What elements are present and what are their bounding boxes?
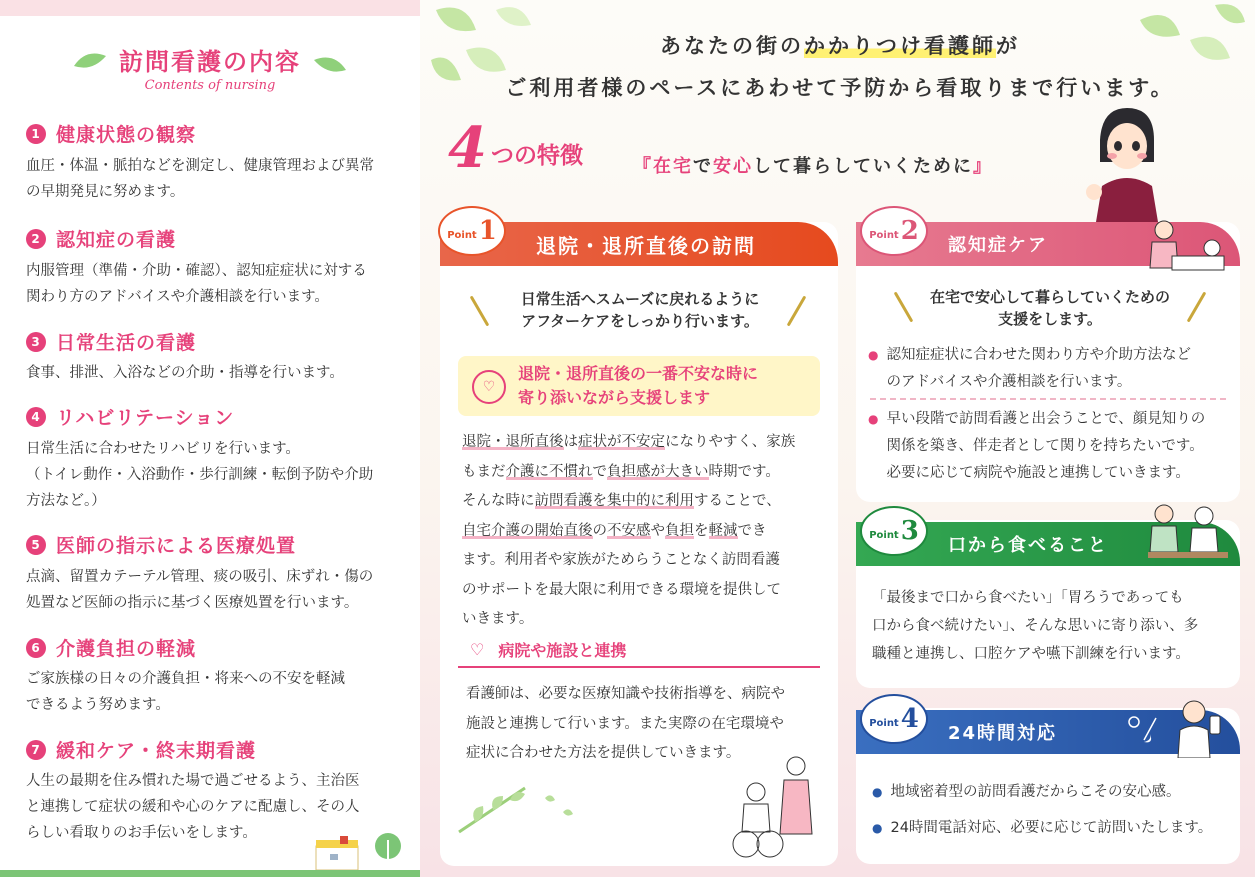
body-line: らしい看取りのお手伝いをします。	[26, 825, 257, 841]
body-line: できるよう努めます。	[26, 697, 170, 713]
number-badge: 3	[26, 332, 46, 352]
underlined-text: 軽減	[708, 522, 738, 539]
body-line: 血圧・体温・脈拍などを測定し、健康管理および異常	[26, 158, 374, 174]
features-number: 4	[448, 115, 487, 181]
para-line: 「最後まで口から食べたい」「胃ろうであっても	[872, 590, 1184, 606]
bullet-line: 関係を築き、伴走者として関りを持ちたいです。	[886, 438, 1204, 454]
point1-badge	[438, 206, 506, 256]
nurse-illustration	[1082, 100, 1172, 222]
text: そんな時に	[462, 493, 535, 509]
item-heading	[26, 120, 196, 147]
bullet-icon: ●	[868, 348, 879, 362]
text: になりやすく、家族	[665, 434, 796, 450]
list-item	[872, 774, 1236, 810]
cooperation-heading	[470, 638, 626, 661]
dashed-divider	[870, 398, 1226, 400]
features-quote	[633, 152, 993, 178]
body-line: 日常生活に合わせたリハビリを行います。	[26, 441, 300, 457]
bottom-band	[0, 870, 420, 877]
highlight-line: 退院・退所直後の一番不安な時に	[518, 364, 759, 383]
para-line: いきます。	[462, 611, 534, 627]
caregiver-wheelchair-illustration	[726, 752, 818, 858]
underlined-text: 介護に不慣れ	[505, 463, 593, 480]
subtitle-line: 在宅で安心して暮らしていくための	[929, 288, 1170, 306]
para-line	[462, 458, 822, 488]
point4-bullets	[872, 774, 1236, 846]
para-line	[462, 428, 822, 458]
header-text: が	[996, 34, 1020, 58]
quote-text: 安心	[713, 156, 753, 177]
para-line: 看護師は、必要な医療知識や技術指導を、病院や	[466, 686, 785, 702]
underlined-text: 不安感	[607, 522, 651, 539]
item-body	[26, 564, 396, 616]
header-highlight: かかりつけ看護師	[804, 34, 996, 58]
body-line: 処置など医師の指示に基づく医療処置を行います。	[26, 595, 359, 611]
branch-icon	[455, 778, 575, 838]
highlight-line: 寄り添いながら支援します	[518, 388, 711, 407]
bullet-line: 認知症症状に合わせた関わり方や介助方法など	[886, 347, 1191, 363]
section-divider	[458, 666, 820, 668]
handshake-icon: ♡	[472, 370, 506, 404]
header-line-1	[440, 30, 1240, 60]
underlined-text: 訪問看護を集中的に利用	[534, 493, 694, 509]
point4-badge	[860, 694, 928, 744]
point-label: Point	[447, 229, 477, 241]
phone-person-illustration	[1170, 696, 1226, 758]
text: を	[694, 522, 709, 539]
item-title: 健康状態の観察	[56, 124, 197, 146]
body-line: と連携して症状の緩和や心のケアに配慮し、その人	[26, 799, 360, 815]
header-text: あなたの街の	[660, 34, 804, 58]
point1-title: 退院・退所直後の訪問	[536, 233, 756, 258]
bullet-line: 必要に応じて病院や施設と連携していきます。	[886, 465, 1190, 481]
underlined-text: 負担	[665, 522, 694, 539]
number-badge: 5	[26, 535, 46, 555]
text: もまだ	[462, 463, 506, 480]
list-item	[872, 810, 1236, 846]
point3-badge	[860, 506, 928, 556]
underlined-text: 退院・退所直後	[462, 434, 564, 450]
point4-title: 24時間対応	[948, 723, 1058, 744]
quote-text: して暮らしていくために	[753, 156, 973, 177]
item-title: 認知症の看護	[56, 229, 177, 251]
bullet-line: 地域密着型の訪問看護だからこその安心感。	[890, 784, 1181, 800]
quote-mark: 『	[633, 156, 653, 177]
bullet-icon: ●	[868, 412, 879, 426]
list-item	[868, 406, 1232, 487]
list-item	[868, 342, 1232, 396]
text: で	[592, 463, 607, 480]
text: や	[650, 522, 665, 539]
item-title: リハビリテーション	[56, 407, 235, 429]
item-heading	[26, 225, 176, 252]
point2-bullets	[868, 342, 1232, 396]
underlined-text: 負担感が大きい	[607, 463, 709, 480]
features-title	[448, 115, 583, 181]
point3-paragraph	[872, 584, 1236, 668]
header-line-2: ご利用者様のペースにあわせて予防から看取りまで行います。	[505, 76, 1175, 100]
point-number: 2	[900, 216, 919, 246]
tree-icon	[374, 832, 402, 866]
nurse-caring-illustration	[1132, 212, 1228, 276]
point3-title: 口から食べること	[948, 535, 1108, 556]
quote-mark: 』	[973, 156, 993, 177]
number-badge: 4	[26, 407, 46, 427]
point1-paragraph	[462, 428, 822, 635]
contents-panel	[0, 0, 420, 877]
item-body	[26, 360, 396, 386]
item-body	[26, 666, 396, 718]
body-line: 内服管理（準備・介助・確認）、認知症症状に対する	[26, 263, 367, 279]
number-badge: 7	[26, 740, 46, 760]
point1-highlight-text	[518, 362, 818, 410]
item-title: 緩和ケア・終末期看護	[56, 740, 257, 762]
point-label: Point	[869, 229, 899, 241]
point-number: 3	[900, 516, 919, 546]
number-badge: 1	[26, 124, 46, 144]
bullet-line: のアドバイスや介護相談を行います。	[886, 374, 1132, 390]
item-heading	[26, 328, 196, 355]
house-icon	[312, 832, 362, 870]
item-heading	[26, 531, 296, 558]
item-body	[26, 258, 396, 310]
item-body	[26, 436, 396, 514]
para-line	[462, 487, 822, 517]
point-number: 1	[478, 216, 497, 246]
underlined-text: 症状が不安定	[578, 434, 665, 450]
point2-badge	[860, 206, 928, 256]
item-title: 医師の指示による医療処置	[56, 535, 297, 557]
subtitle-line: 支援をします。	[998, 310, 1102, 328]
point-label: Point	[869, 717, 899, 729]
body-line: 人生の最期を住み慣れた場で過ごせるよう、主治医	[26, 773, 360, 789]
text: でき	[737, 522, 767, 539]
cooperation-title: 病院や施設と連携	[498, 641, 627, 660]
bullet-line: 24時間電話対応、必要に応じて訪問いたします。	[890, 820, 1213, 836]
para-line: ます。利用者や家族がためらうことなく訪問看護	[462, 552, 780, 568]
body-line: 点滴、留置カテーテル管理、痰の吸引、床ずれ・傷の	[26, 569, 374, 585]
quote-text: で	[693, 156, 713, 177]
point2-bullets	[868, 406, 1232, 487]
body-line: 食事、排泄、入浴などの介助・指導を行います。	[26, 365, 344, 381]
para-line: 症状に合わせた方法を提供していきます。	[466, 745, 741, 761]
text: することで、	[694, 493, 781, 509]
item-title: 日常生活の看護	[56, 332, 197, 354]
text: の	[592, 522, 607, 539]
quote-text: 在宅	[653, 156, 693, 177]
text: 時期です。	[708, 463, 780, 480]
subtitle-line: 日常生活へスムーズに戻れるように	[520, 290, 760, 308]
underlined-text: 自宅介護の開始直後	[462, 522, 593, 539]
item-heading	[26, 736, 256, 763]
body-line: （トイレ動作・入浴動作・歩行訓練・転倒予防や介助	[26, 467, 374, 483]
para-line: のサポートを最大限に利用できる環境を提供して	[462, 581, 781, 598]
point-label: Point	[869, 529, 899, 541]
point1-subtitle	[480, 288, 800, 332]
para-line: 施設と連携して行います。また実際の在宅環境や	[466, 715, 784, 732]
point2-subtitle	[896, 286, 1204, 330]
text: は	[563, 434, 578, 450]
top-band	[0, 0, 420, 16]
para-line: 口から食べ続けたい」、そんな思いに寄り添い、多	[872, 618, 1199, 634]
item-heading	[26, 403, 234, 430]
item-title: 介護負担の軽減	[56, 638, 197, 660]
bullet-line: 早い段階で訪問看護と出会うことで、顔見知りの	[886, 411, 1206, 427]
features-word: つの特徴	[490, 143, 583, 169]
sun-moon-icon	[1122, 710, 1158, 746]
item-body	[26, 153, 396, 205]
body-line: ご家族様の日々の介護負担・将来への不安を軽減	[26, 671, 345, 687]
subtitle-line: アフターケアをしっかり行います。	[521, 312, 759, 330]
para-line: 職種と連携し、口腔ケアや嚥下訓練を行います。	[872, 646, 1190, 662]
para-line	[462, 517, 822, 547]
bullet-icon: ●	[872, 821, 883, 835]
number-badge: 6	[26, 638, 46, 658]
body-line: 方法など。）	[26, 493, 106, 509]
bullet-icon: ●	[872, 785, 883, 799]
meal-assist-illustration	[1138, 496, 1234, 566]
body-line: 関わり方のアドバイスや介護相談を行います。	[26, 289, 329, 305]
number-badge: 2	[26, 229, 46, 249]
point-number: 4	[900, 704, 919, 734]
point2-title: 認知症ケア	[948, 235, 1048, 256]
contents-title: 訪問看護の内容	[119, 48, 301, 76]
contents-subtitle: Contents of nursing	[144, 78, 276, 93]
body-line: の早期発見に努めます。	[26, 184, 185, 200]
item-heading	[26, 634, 196, 661]
handshake-icon: ♡	[470, 640, 485, 659]
